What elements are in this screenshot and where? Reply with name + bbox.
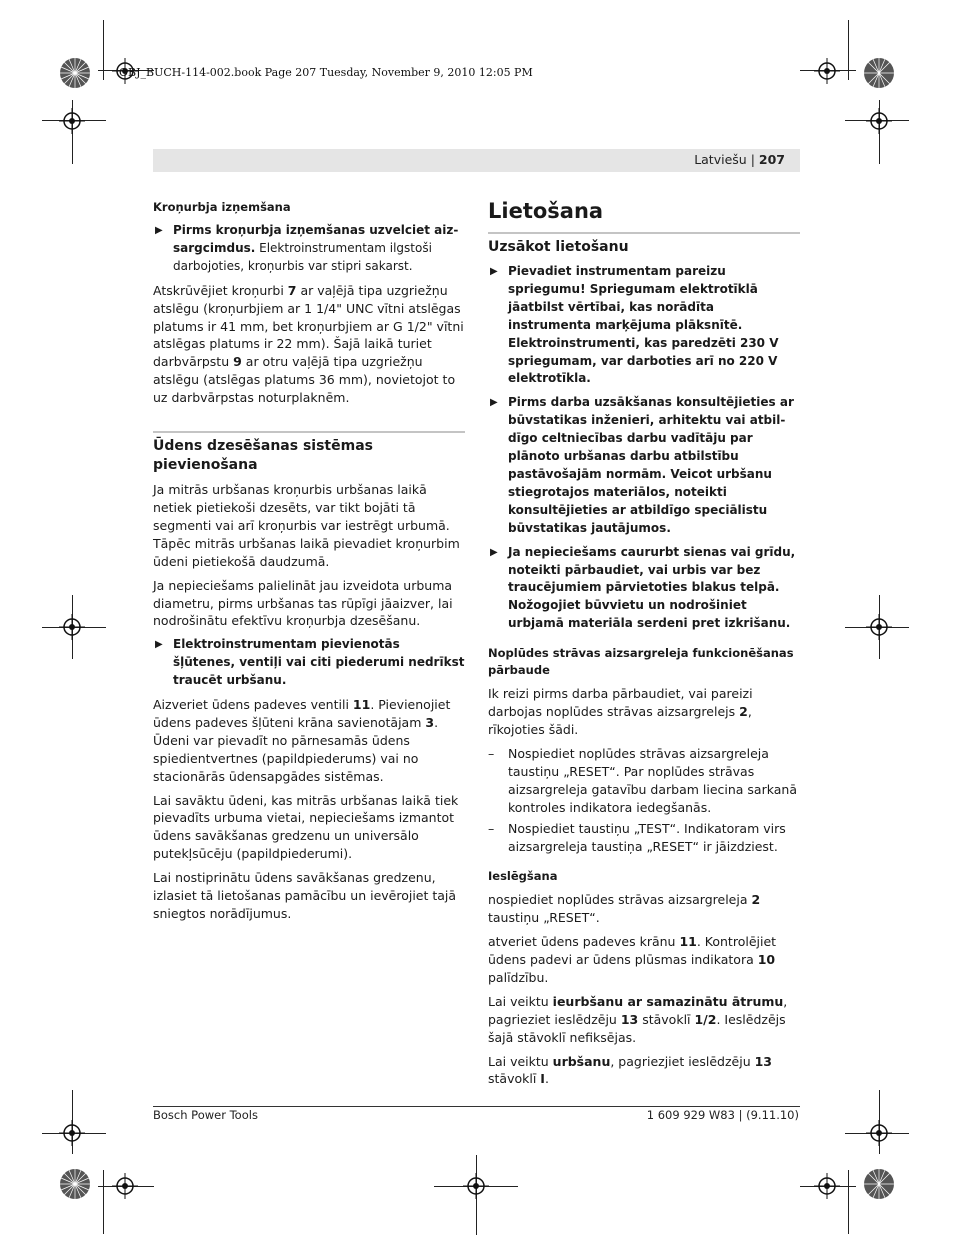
crosshair-icon bbox=[112, 1173, 138, 1199]
water-paragraph-3 bbox=[153, 696, 465, 786]
rcd-step-text: Nospiediet noplūdes strāvas aizsargreleja taustiņu „RESET“. Par noplūdes strāvas aizsargreleja gatavību darbam liecina sarkanā kontroles indikatora iedegšanās. bbox=[508, 745, 797, 815]
water-paragraph-5: Lai nostiprinātu ūdens savākšanas gredzenu, izlasiet tā lietošanas pamācību un ievērojiet tajā sniegtos norādījumus. bbox=[153, 870, 457, 921]
warning-triangle-icon: ▶ bbox=[490, 397, 498, 409]
crosshair-icon bbox=[59, 108, 85, 134]
header-text bbox=[694, 152, 785, 167]
water-warning bbox=[153, 636, 465, 690]
text-run: . Pievienojiet ūdens padeves šļūteni krāna savienotājam bbox=[153, 697, 451, 730]
ref-number: 13 bbox=[754, 1053, 773, 1069]
on-paragraph-1 bbox=[488, 891, 800, 927]
ref-number: I bbox=[540, 1071, 545, 1087]
start-warning bbox=[488, 544, 800, 634]
starburst-icon bbox=[862, 56, 896, 90]
ref-number: 9 bbox=[233, 354, 242, 370]
ref-number: 10 bbox=[757, 952, 776, 967]
main-heading: Lietošana bbox=[488, 199, 604, 223]
start-warning bbox=[488, 394, 800, 537]
text-run: . Kontrolējiet ūdens padevi ar ūdens plūsmas indikatora bbox=[488, 934, 777, 967]
text-run: stāvoklī bbox=[488, 1071, 541, 1087]
crosshair-icon bbox=[463, 1173, 489, 1199]
rcd-heading: Noplūdes strāvas aizsargreleja funkcionēšanas pārbaude bbox=[488, 646, 794, 678]
water-heading: Ūdens dzesēšanas sistēmas pievienošana bbox=[153, 431, 465, 475]
removal-heading: Kroņurbja izņemšana bbox=[153, 200, 291, 214]
text-run: Aizveriet ūdens padeves ventili bbox=[153, 697, 353, 713]
on-paragraph-3 bbox=[488, 993, 800, 1047]
on-paragraph-2 bbox=[488, 933, 800, 987]
start-warning bbox=[488, 263, 800, 388]
warning-triangle-icon: ▶ bbox=[155, 639, 163, 651]
start-warning-text: Ja nepieciešams caururbt sienas vai grīdu, noteikti pārbaudiet, vai urbis var bez traucējumiem pārvietoties blakus telpā. Nožogojiet būvvietu un nodrošiniet urbjamā materiāla serdeni pret izkrišanu. bbox=[508, 544, 796, 631]
removal-warning-rest: Elektroinstrumentam ilgstoši darbojoties, kroņurbis var stipri sakarst. bbox=[173, 240, 432, 273]
emphasis: ieurbšanu ar samazinātu ātrumu bbox=[552, 993, 784, 1009]
crosshair-icon bbox=[866, 108, 892, 134]
ref-number: 7 bbox=[287, 282, 297, 298]
starburst-icon bbox=[862, 1167, 896, 1201]
crosshair-icon bbox=[814, 58, 840, 84]
running-header bbox=[153, 149, 800, 172]
start-warning-text: Pirms darba uzsākšanas konsultējieties ar būvstatikas inženieri, arhitektu vai atbildīgo celtniecības darbu vadītāju par plānoto urbšanas darbu atbilstību pastāvošajām normām. Veicot urbšanu stiegrotajos materiālos, noteikti konsultējieties ar atbildīgo speciālistu būvstatikas jautājumos. bbox=[508, 395, 794, 535]
ref-number: 2 bbox=[751, 892, 761, 908]
crosshair-icon bbox=[59, 614, 85, 640]
on-heading: Ieslēgšana bbox=[488, 869, 558, 884]
text-run: , rīkojoties šādi. bbox=[488, 704, 752, 737]
footer-doc-number: 1 609 929 W83 | (9.11.10) bbox=[646, 1108, 799, 1122]
header-separator: | bbox=[750, 152, 755, 167]
text-run: , pagriezjiet ieslēdzēju bbox=[610, 1053, 755, 1069]
crosshair-icon bbox=[866, 614, 892, 640]
text-run: Lai veiktu bbox=[488, 993, 553, 1009]
rcd-step bbox=[488, 820, 800, 856]
dash-marker: – bbox=[488, 745, 495, 761]
removal-paragraph bbox=[153, 282, 465, 407]
page-number: 207 bbox=[758, 152, 785, 167]
text-run: atveriet ūdens padeves krānu bbox=[488, 934, 680, 950]
text-run: . bbox=[544, 1071, 549, 1087]
right-column bbox=[488, 199, 800, 1094]
rcd-step bbox=[488, 745, 800, 817]
text-run: . Ūdeni var pievadīt no pārnesamās ūdens spiedientvertnes (papildpiederums) vai no stacionārās ūdensapgādes sistēmas. bbox=[153, 714, 439, 784]
rcd-paragraph bbox=[488, 685, 800, 739]
left-column bbox=[153, 199, 465, 929]
ref-number: 1/2 bbox=[694, 1011, 717, 1027]
footer-rule bbox=[153, 1106, 800, 1107]
ref-number: 11 bbox=[679, 934, 697, 950]
ref-number: 3 bbox=[425, 714, 435, 730]
removal-warning bbox=[153, 222, 465, 276]
text-run: palīdzību. bbox=[488, 969, 549, 985]
dash-marker: – bbox=[488, 821, 495, 837]
ref-number: 11 bbox=[352, 697, 371, 713]
warning-triangle-icon: ▶ bbox=[490, 546, 498, 558]
emphasis: urbšanu bbox=[552, 1053, 611, 1069]
text-run: taustiņu „RESET“. bbox=[488, 910, 600, 926]
removal-warning-bold: Pirms kroņurbja izņemšanas uzvelciet aizsargcimdus. bbox=[173, 223, 459, 255]
starburst-icon bbox=[58, 56, 92, 90]
footer-brand: Bosch Power Tools bbox=[153, 1108, 258, 1122]
text-run: . Ieslēdzējs šajā stāvoklī nefiksējas. bbox=[488, 1011, 786, 1045]
crosshair-icon bbox=[866, 1120, 892, 1146]
rcd-step-text: Nospiediet taustiņu „TEST“. Indikatoram virs aizsargreleja taustiņa „RESET“ ir jāizdziest. bbox=[508, 821, 786, 855]
text-run: ar otru vaļējā tipa uzgriežņu atslēgu (atslēgas platums 36 mm), novietojot to uz darbvārpstas noturplaknēm. bbox=[153, 354, 456, 406]
print-slug: OBJ_BUCH-114-002.book Page 207 Tuesday, November 9, 2010 12:05 PM bbox=[119, 66, 533, 79]
ref-number: 13 bbox=[620, 1011, 639, 1027]
crosshair-icon bbox=[59, 1120, 85, 1146]
warning-triangle-icon: ▶ bbox=[490, 266, 498, 277]
crosshair-icon bbox=[814, 1173, 840, 1199]
water-warning-text: Elektroinstrumentam pievienotās šļūtenes, ventiļi vai citi piederumi nedrīkst traucēt urbšanu. bbox=[173, 637, 465, 688]
water-paragraph-2: Ja nepieciešams palielināt jau izveidota urbuma diametru, pirms urbšanas tas rūpīgi jāaizver, lai nodrošinātu efektīvu kroņurbja dzesēšanu. bbox=[153, 577, 453, 629]
start-warning-text: Pievadiet instrumentam pareizu spriegumu! Spriegumam elektrotīklā jāatbilst vērtībai, kas norādīta instrumenta marķējuma plāksnītē. Elektroinstrumenti, kas paredzēti 230 V spriegumam, var darboties arī no 220 V elektrotīkla. bbox=[508, 264, 779, 386]
warning-triangle-icon: ▶ bbox=[155, 225, 163, 236]
ref-number: 2 bbox=[739, 704, 748, 720]
text-run: , pagrieziet ieslēdzēju bbox=[488, 993, 788, 1027]
text-run: nospiediet noplūdes strāvas aizsargreleja bbox=[488, 892, 752, 908]
text-run: Ik reizi pirms darba pārbaudiet, vai pareizi darbojas noplūdes strāvas aizsargrelejs bbox=[488, 686, 753, 720]
on-paragraph-4 bbox=[488, 1053, 800, 1089]
water-paragraph-4: Lai savāktu ūdeni, kas mitrās urbšanas laikā tiek pievadīts urbuma vietai, nepieciešams izmantot ūdens savākšanas gredzenu un universālo putekļsūcēju (papildpiederumi). bbox=[153, 792, 459, 862]
starburst-icon bbox=[58, 1167, 92, 1201]
water-paragraph-1: Ja mitrās urbšanas kroņurbis urbšanas laikā netiek pietiekoši dzesēts, var tikt bojāti tā segmenti vai arī kroņurbis var iestrēgt urbumā. Tāpēc mitrās urbšanas laikā pievadiet kroņurbim ūdeni pietiekošā daudzumā. bbox=[153, 482, 460, 569]
text-run: Atskrūvējiet kroņurbi bbox=[153, 282, 288, 298]
text-run: stāvoklī bbox=[638, 1011, 695, 1027]
start-heading: Uzsākot lietošanu bbox=[488, 232, 800, 257]
text-run: ar vaļējā tipa uzgriežņu atslēgu (kroņurbjiem ar 1 1/4" UNC vītni atslēgas platums ir 41 mm, bet kroņurbjiem ar G 1/2" vītni atslēgas platums ir 22 mm). Šajā laikā turiet darbvārpstu bbox=[153, 282, 464, 370]
text-run: Lai veiktu bbox=[488, 1053, 553, 1069]
header-language: Latviešu bbox=[694, 152, 747, 167]
